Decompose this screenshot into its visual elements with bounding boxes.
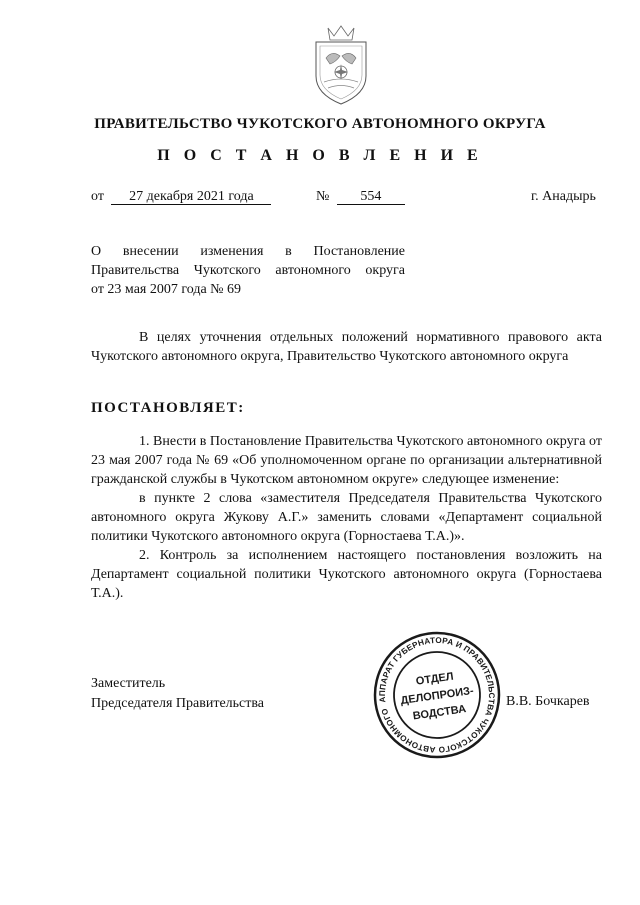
stamp-ring-text: АППАРАТ ГУБЕРНАТОРА И ПРАВИТЕЛЬСТВА ЧУКОТСКОГО АВТОНОМНОГО ОКРУГА	[363, 632, 497, 755]
subject-line: от 23 мая 2007 года № 69	[91, 282, 242, 297]
date-prefix: от	[91, 189, 104, 204]
official-stamp	[363, 630, 502, 760]
stamp-center-line: ОТДЕЛ	[415, 670, 455, 688]
decree-item: в пункте 2 слова «заместителя Председателя Правительства Чукотского автономного округа Жукову А.Г.» заменить словами «Департамент социальной политики Чукотского автономного округа (Горностаева Т.А.)».	[91, 491, 602, 544]
document-date: 27 декабря 2021 года	[111, 189, 271, 205]
stamp-center-line: ДЕЛОПРОИЗ-	[399, 684, 475, 708]
number-field	[316, 189, 405, 205]
document-subject	[91, 242, 405, 299]
number-label: №	[316, 189, 330, 204]
stamp-center-line: ВОДСТВА	[412, 703, 467, 723]
decree-items	[91, 432, 602, 603]
document-type-title: П О С Т А Н О В Л Е Н И Е	[157, 147, 483, 164]
position-line: Заместитель	[91, 676, 166, 691]
preamble-paragraph: В целях уточнения отдельных положений нормативного правового акта Чукотского автономного округа, Правительство Чукотского автономного округа	[91, 330, 602, 364]
city: г. Анадырь	[531, 189, 596, 204]
subject-line: Правительства Чукотского автономного округа	[91, 263, 405, 278]
document-number: 554	[337, 189, 405, 205]
date-field	[91, 189, 271, 205]
subject-line: О внесении изменения в Постановление	[91, 244, 405, 259]
decree-item: 1. Внести в Постановление Правительства Чукотского автономного округа от 23 мая 2007 года № 69 «Об уполномоченном органе по организации альтернативной гражданской службы в Чукотском автономном округе» следующее изменение:	[91, 434, 602, 487]
signatory-position	[91, 674, 264, 714]
position-line: Председателя Правительства	[91, 696, 265, 711]
chukotka-coat-of-arms-icon	[306, 24, 376, 108]
government-title: ПРАВИТЕЛЬСТВО ЧУКОТСКОГО АВТОНОМНОГО ОКРУГА	[94, 116, 546, 132]
resolves-heading: ПОСТАНОВЛЯЕТ:	[91, 400, 245, 416]
coat-of-arms-emblem	[306, 24, 376, 108]
decree-item: 2. Контроль за исполнением настоящего постановления возложить на Департамент социальной политики Чукотского автономного округа (Горностаева Т.А.).	[91, 548, 602, 601]
signatory-name: В.В. Бочкарев	[506, 694, 590, 709]
preamble-block	[91, 328, 602, 366]
